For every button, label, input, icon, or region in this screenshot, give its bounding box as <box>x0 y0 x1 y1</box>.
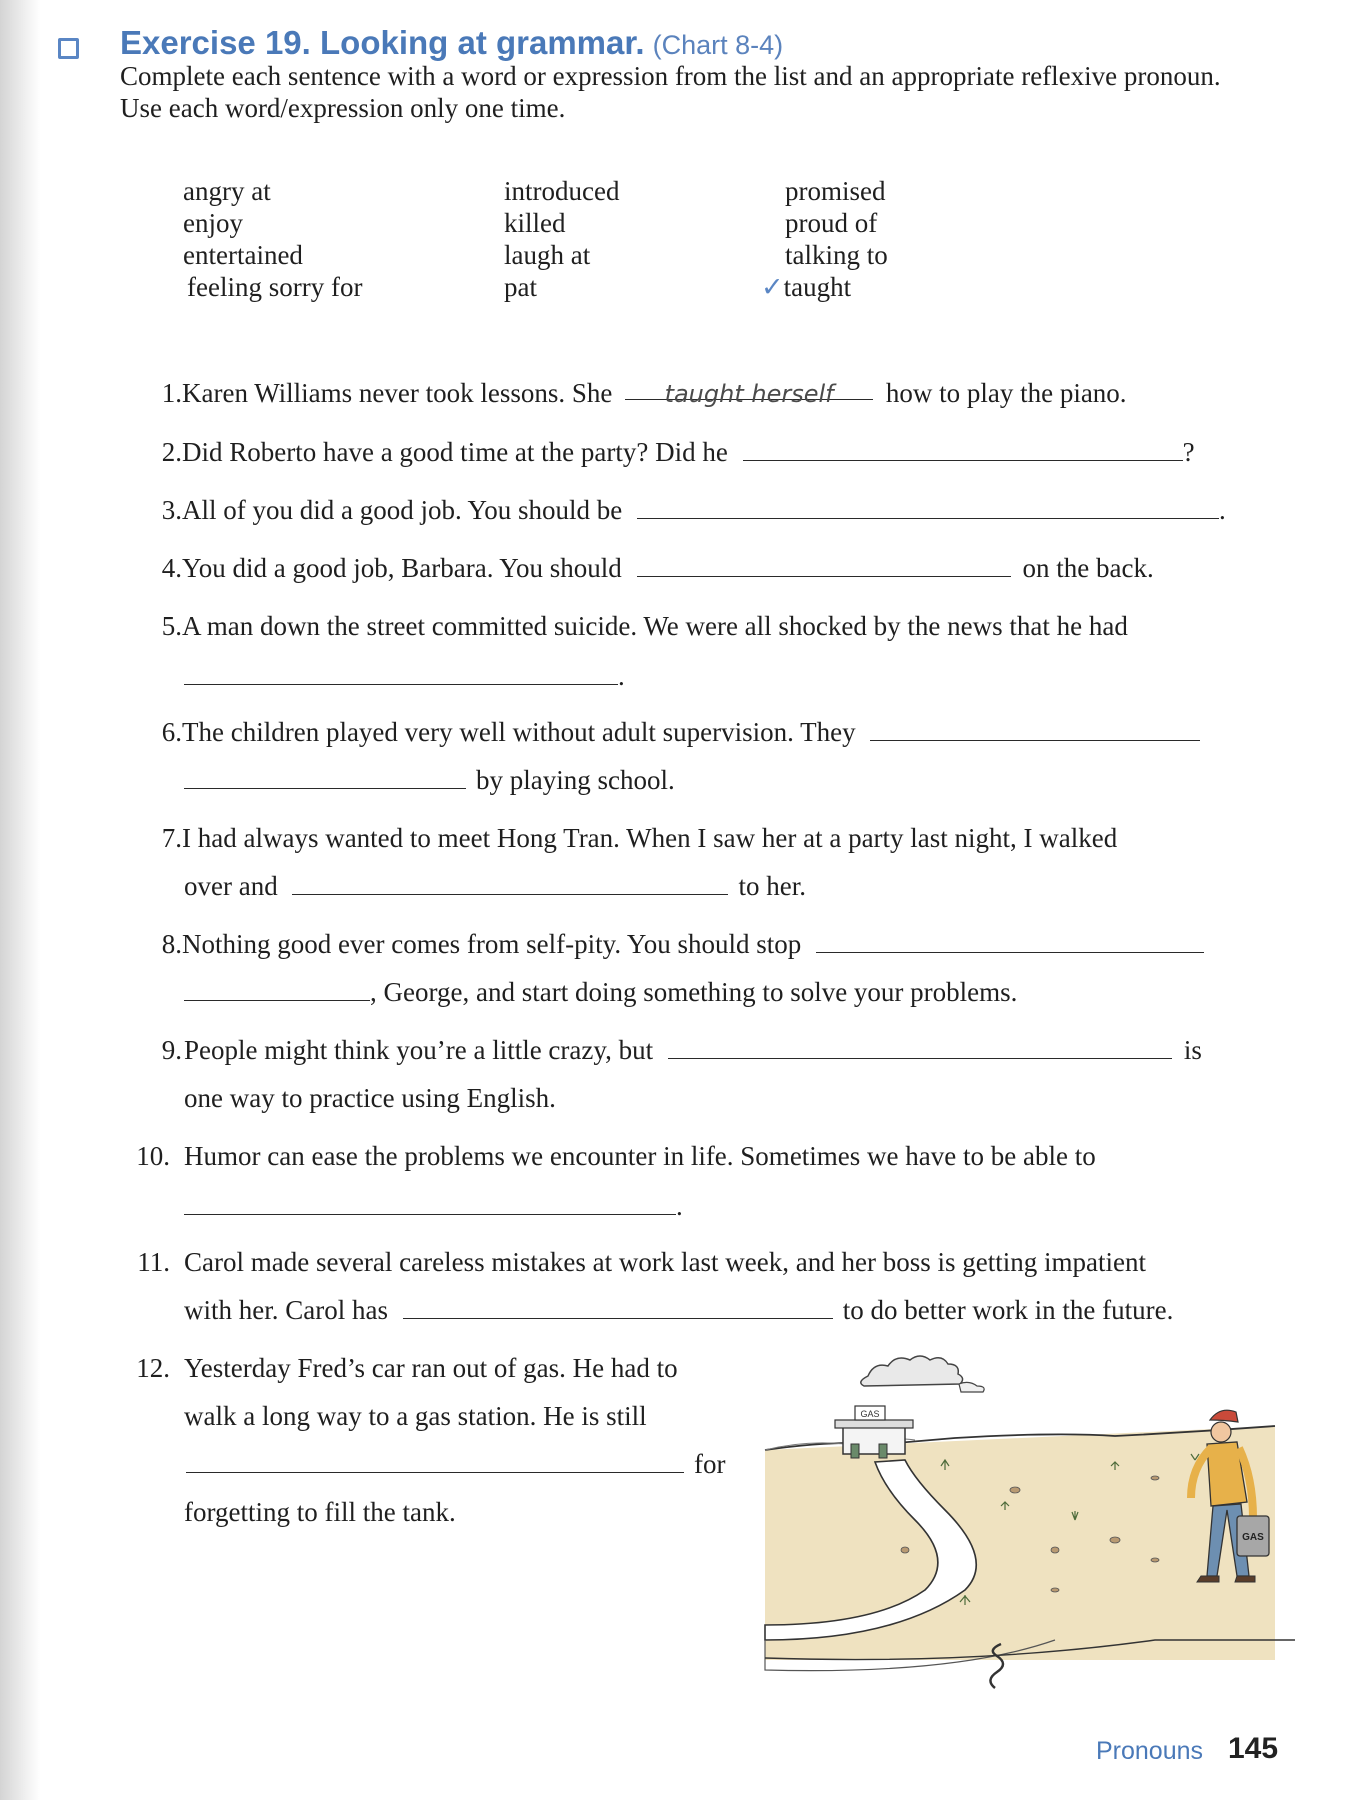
answer-blank[interactable] <box>403 1296 833 1319</box>
question-text-line2: one way to practice using English. <box>184 1083 556 1113</box>
word-list-item: angry at <box>183 176 271 206</box>
answer-blank[interactable] <box>184 662 618 685</box>
question-number: 12. <box>136 1353 170 1383</box>
word-list-item: pat <box>504 272 537 302</box>
question-number: 2. <box>161 437 182 467</box>
question-text: Carol made several careless mistakes at work last week, and her boss is getting impatient <box>184 1247 1146 1277</box>
word-list-item: laugh at <box>504 240 591 270</box>
exercise-checkbox[interactable] <box>58 38 79 59</box>
word-list-item: entertained <box>183 240 303 270</box>
question-text-end: for <box>694 1449 726 1479</box>
question-number: 4. <box>161 553 182 583</box>
question-text-end: by playing school. <box>476 765 675 795</box>
question-text: Nothing good ever comes from self-pity. You should stop <box>182 929 802 959</box>
word-list-item: introduced <box>504 176 620 206</box>
question-text-end: on the back. <box>1022 553 1154 583</box>
answer-blank[interactable] <box>816 930 1204 953</box>
question-number: 5. <box>161 611 182 641</box>
answer-blank[interactable] <box>637 496 1219 519</box>
question-number: 1. <box>161 378 182 408</box>
question-text-end: . <box>618 661 625 691</box>
check-mark-icon: ✓ <box>761 272 784 302</box>
question-text: People might think you’re a little crazy, but <box>184 1035 654 1065</box>
word-list-item: enjoy <box>183 208 243 238</box>
question-text-end: to her. <box>738 871 806 901</box>
question-number: 10. <box>136 1141 170 1171</box>
question-text-line4: forgetting to fill the tank. <box>184 1497 456 1527</box>
answer-blank[interactable] <box>870 718 1200 741</box>
question-text-end: how to play the piano. <box>885 378 1127 408</box>
word-list-column-2 <box>504 175 619 303</box>
chart-reference: (Chart 8-4) <box>652 30 784 60</box>
answer-blank[interactable] <box>292 872 728 895</box>
word-list-checked-item <box>761 271 888 303</box>
word-list-item: proud of <box>785 208 878 238</box>
question-text: You did a good job, Barbara. You should <box>182 553 622 583</box>
word-list-column-1 <box>183 175 362 303</box>
page-number: 145 <box>1228 1732 1279 1765</box>
word-list-column-3 <box>761 175 888 303</box>
question-text-mid: is <box>1183 1035 1202 1065</box>
question-text: Did Roberto have a good time at the party? Did he <box>182 437 728 467</box>
question-number: 6. <box>161 717 182 747</box>
answer-blank[interactable] <box>668 1036 1172 1059</box>
gas-station-illustration <box>755 1340 1295 1720</box>
answer-blank[interactable] <box>184 1192 676 1215</box>
question-text-end: to do better work in the future. <box>842 1295 1174 1325</box>
question-text: The children played very well without adult supervision. They <box>182 717 856 747</box>
footer-section-name: Pronouns <box>1096 1737 1204 1765</box>
question-text-end: ? <box>1182 437 1195 467</box>
question-number: 11. <box>137 1247 170 1277</box>
word-list-item: taught <box>783 272 852 302</box>
question-text-end: . <box>1219 495 1226 525</box>
exercise-instructions: Complete each sentence with a word or expression from the list and an appropriate reflexive pronoun. Use each word/expression only one time. <box>120 61 1221 123</box>
word-list-item: talking to <box>785 240 888 270</box>
question-number: 7. <box>161 823 182 853</box>
exercise-title: Exercise 19. Looking at grammar. <box>120 24 645 61</box>
page-spine-shadow <box>0 0 40 1800</box>
question-text: A man down the street committed suicide. We were all shocked by the news that he had <box>182 611 1128 641</box>
question-text-end: . <box>676 1191 683 1221</box>
word-list-item: promised <box>785 176 886 206</box>
answer-blank[interactable] <box>186 1450 684 1473</box>
answer-blank[interactable] <box>743 438 1183 461</box>
question-text-line2: over and <box>184 871 278 901</box>
question-text-end: , George, and start doing something to solve your problems. <box>370 977 1018 1007</box>
answer-blank[interactable] <box>637 554 1011 577</box>
answer-blank[interactable] <box>625 377 873 408</box>
question-number: 3. <box>161 495 182 525</box>
answer-blank-continued[interactable] <box>184 978 370 1001</box>
example-answer: taught herself <box>664 380 834 408</box>
question-text: Humor can ease the problems we encounter in life. Sometimes we have to be able to <box>184 1141 1096 1171</box>
question-number: 9. <box>161 1035 182 1065</box>
question-text: Karen Williams never took lessons. She <box>182 378 613 408</box>
question-number: 8. <box>161 929 182 959</box>
answer-blank-continued[interactable] <box>184 766 466 789</box>
gas-can-label: GAS <box>1242 1532 1264 1543</box>
exercise-heading <box>120 24 783 62</box>
cloud-icon <box>861 1356 984 1392</box>
question-text: Yesterday Fred’s car ran out of gas. He had to <box>184 1353 678 1383</box>
word-list-item: feeling sorry for <box>187 272 363 302</box>
gas-station-building <box>835 1406 913 1458</box>
word-list-item: killed <box>504 208 566 238</box>
gas-sign-label: GAS <box>860 1409 880 1419</box>
question-text-line2: walk a long way to a gas station. He is still <box>184 1401 647 1431</box>
question-text: I had always wanted to meet Hong Tran. When I saw her at a party last night, I walked <box>182 823 1118 853</box>
question-text-line2: with her. Carol has <box>184 1295 388 1325</box>
question-text: All of you did a good job. You should be <box>182 495 623 525</box>
